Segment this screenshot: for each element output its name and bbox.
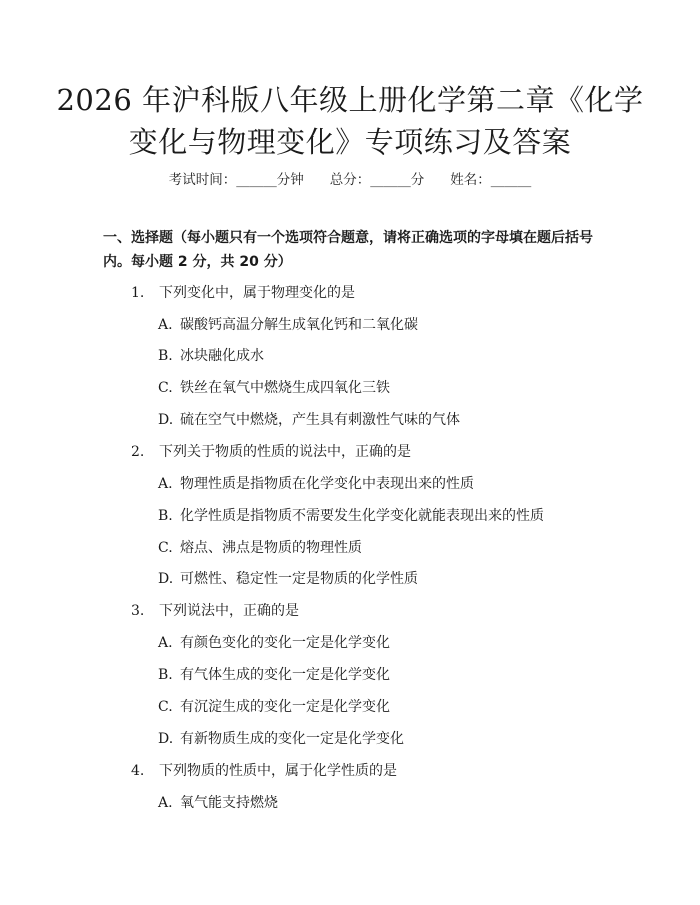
option-text: 化学性质是指物质不需要发生化学变化就能表现出来的性质 [180,508,544,524]
question-1-option-b [158,345,264,365]
option-letter: D. [158,412,174,428]
question-4 [131,760,397,780]
option-letter: C. [158,699,173,715]
question-3-option-d [158,728,404,748]
question-text: 下列物质的性质中，属于化学性质的是 [159,763,397,779]
option-text: 有颜色变化的变化一定是化学变化 [180,635,390,651]
option-letter: B. [158,348,173,364]
question-2-option-c [158,537,362,557]
document-title-line-2: 变化与物理变化》专项练习及答案 [128,125,572,159]
option-letter: A. [158,317,173,333]
option-text: 熔点、沸点是物质的物理性质 [180,540,362,556]
question-3 [131,600,299,620]
question-number: 2. [131,444,145,460]
option-letter: D. [158,571,174,587]
option-letter: B. [158,667,173,683]
question-text: 下列变化中，属于物理变化的是 [159,285,355,301]
question-2 [131,441,411,461]
option-letter: A. [158,476,173,492]
question-3-option-a [158,632,390,652]
total-score-field: 总分：______分 [329,172,425,188]
exam-info-row [0,168,700,188]
question-number: 4. [131,763,145,779]
option-text: 有气体生成的变化一定是化学变化 [180,667,390,683]
option-text: 可燃性、稳定性一定是物质的化学性质 [180,571,418,587]
question-4-option-a [158,792,278,812]
option-letter: A. [158,635,173,651]
option-text: 硫在空气中燃烧，产生具有刺激性气味的气体 [180,412,460,428]
question-1-option-c [158,377,390,397]
option-text: 有沉淀生成的变化一定是化学变化 [180,699,390,715]
question-number: 1. [131,285,145,301]
option-letter: C. [158,540,173,556]
document-title-line-1: 2026 年沪科版八年级上册化学第二章《化学 [56,83,644,117]
question-2-option-b [158,505,544,525]
option-letter: B. [158,508,173,524]
question-2-option-d [158,568,418,588]
option-text: 氧气能支持燃烧 [180,795,278,811]
option-text: 物理性质是指物质在化学变化中表现出来的性质 [180,476,474,492]
section-heading-line-2: 内。每小题 2 分，共 20 分） [103,254,292,270]
option-text: 铁丝在氧气中燃烧生成四氧化三铁 [180,380,390,396]
question-text: 下列关于物质的性质的说法中，正确的是 [159,444,411,460]
section-heading-line-1: 一、选择题（每小题只有一个选项符合题意，请将正确选项的字母填在题后括号 [103,230,593,246]
section-heading [103,226,623,274]
question-number: 3. [131,603,145,619]
option-letter: D. [158,731,174,747]
question-1 [131,282,355,302]
option-letter: A. [158,795,173,811]
question-text: 下列说法中，正确的是 [159,603,299,619]
question-3-option-b [158,664,390,684]
question-1-option-a [158,314,418,334]
option-text: 碳酸钙高温分解生成氧化钙和二氧化碳 [180,317,418,333]
question-1-option-d [158,409,460,429]
option-text: 有新物质生成的变化一定是化学变化 [180,731,404,747]
question-3-option-c [158,696,390,716]
exam-time-field: 考试时间：______分钟 [168,172,304,188]
option-letter: C. [158,380,173,396]
question-2-option-a [158,473,474,493]
student-name-field: 姓名：______ [450,172,532,188]
option-text: 冰块融化成水 [180,348,264,364]
